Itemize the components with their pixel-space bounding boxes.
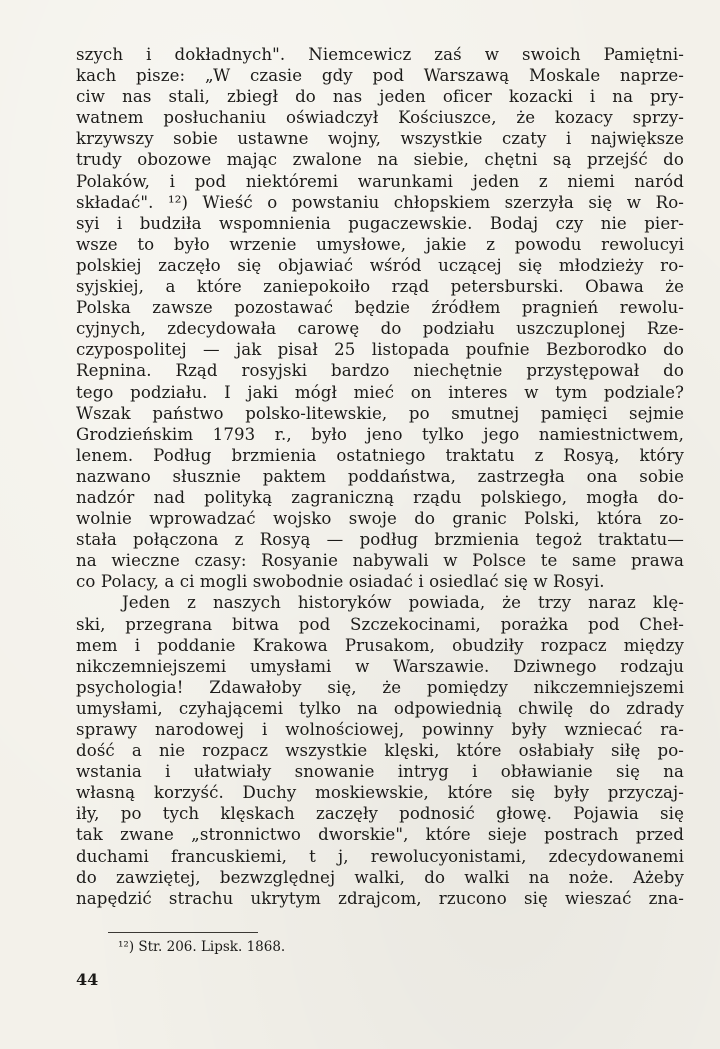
text-line: watnem posłuchaniu oświadczył Kościuszce, że kozacy sprzy- [76, 108, 684, 128]
text-line: lenem. Podług brzmienia ostatniego traktatu z Rosyą, który [76, 445, 684, 465]
text-line: wolnie wprowadzać wojsko swoje do granic Polski, która zo- [76, 509, 684, 529]
text-line: wstania i ułatwiały snowanie intryg i obławianie się na [76, 762, 684, 782]
text-line: polskiej zaczęło się objawiać wśród uczącej się młodzieży ro- [76, 255, 684, 275]
text-line: nikczemniejszemi umysłami w Warszawie. Dziwnego rodzaju [76, 656, 684, 676]
text-line: wsze to było wrzenie umysłowe, jakie z powodu rewolucyi [76, 234, 684, 254]
text-line: trudy obozowe mając zwalone na siebie, chętni są przejść do [76, 150, 684, 170]
text-line: czypospolitej — jak pisał 25 listopada poufnie Bezborodko do [76, 340, 684, 360]
paragraph-end-line: co Polacy, a ci mogli swobodnie osiadać i osiedlać się w Rosyi. [76, 572, 605, 592]
text-line: Polska zawsze pozostawać będzie źródłem pragnień rewolu- [76, 298, 684, 318]
text-line: duchami francuskiemi, t j, rewolucyonistami, zdecydowanemi [76, 846, 684, 866]
text-line: dość a nie rozpacz wszystkie klęski, które osłabiały siłę po- [76, 741, 684, 761]
text-line: Grodzieńskim 1793 r., było jeno tylko jego namiestnictwem, [76, 424, 684, 444]
text-line: ski, przegrana bitwa pod Szczekocinami, porażka pod Cheł- [76, 614, 684, 634]
text-line: nadzór nad polityką zagraniczną rządu polskiego, mogła do- [76, 487, 684, 507]
text-line: Wszak państwo polsko-litewskie, po smutnej pamięci sejmie [76, 403, 684, 423]
text-line: mem i poddanie Krakowa Prusakom, obudziły rozpacz między [76, 635, 684, 655]
footnote-divider [108, 932, 258, 933]
text-line: na wieczne czasy: Rosyanie nabywali w Polsce te same prawa [76, 551, 684, 571]
text-line: do zawziętej, bezwzględnej walki, do walki na noże. Ażeby [76, 867, 684, 887]
text-line: umysłami, czyhającemi tylko na odpowiednią chwilę do zdrady [76, 698, 684, 718]
text-line: sprawy narodowej i wolnościowej, powinny były wzniecać ra- [76, 720, 684, 739]
text-line: tak zwane „stronnictwo dworskie", które sieje postrach przed [76, 825, 684, 845]
page-number: 44 [76, 970, 99, 989]
text-line: syi i budziła wspomnienia pugaczewskie. Bodaj czy nie pier- [76, 213, 684, 233]
text-line: szych i dokładnych". Niemcewicz zaś w swoich Pamiętni- [76, 45, 684, 64]
text-line: Polaków, i pod niektóremi warunkami jeden z niemi naród [76, 171, 684, 191]
text-line: ciw nas stali, zbiegł do nas jeden oficer kozacki i na pry- [76, 87, 684, 107]
text-line: napędzić strachu ukrytym zdrajcom, rzucono się wieszać zna- [76, 888, 684, 908]
paragraph-start-line: Jeden z naszych historyków powiada, że trzy naraz klę- [122, 593, 684, 613]
text-line: nazwano słusznie paktem poddaństwa, zastrzegła ona sobie [76, 466, 684, 486]
text-line: tego podziału. I jaki mógł mieć on interes w tym podziale? [76, 382, 684, 402]
text-line: stała połączona z Rosyą — podług brzmienia tegoż traktatu— [76, 530, 684, 550]
text-line: Repnina. Rząd rosyjski bardzo niechętnie przystępował do [76, 361, 684, 381]
body-text [76, 44, 684, 909]
text-line: psychologia! Zdawałoby się, że pomiędzy nikczemniejszemi [76, 677, 684, 697]
text-line: cyjnych, zdecydowała carowę do podziału uszczuplonej Rze- [76, 319, 684, 339]
footnote: ¹²) Str. 206. Lipsk. 1868. [118, 939, 286, 955]
text-line: iły, po tych klęskach zaczęły podnosić głowę. Pojawia się [76, 804, 684, 824]
text-line: krzywszy sobie ustawne wojny, wszystkie czaty i największe [76, 129, 684, 149]
text-line: kach pisze: „W czasie gdy pod Warszawą Moskale naprze- [76, 66, 684, 86]
text-line: syjskiej, a które zaniepokoiło rząd petersburski. Obawa że [76, 277, 684, 297]
text-line: składać". ¹²) Wieść o powstaniu chłopskiem szerzyła się w Ro- [76, 192, 684, 212]
text-line: własną korzyść. Duchy moskiewskie, które się były przyczaj- [76, 783, 684, 803]
